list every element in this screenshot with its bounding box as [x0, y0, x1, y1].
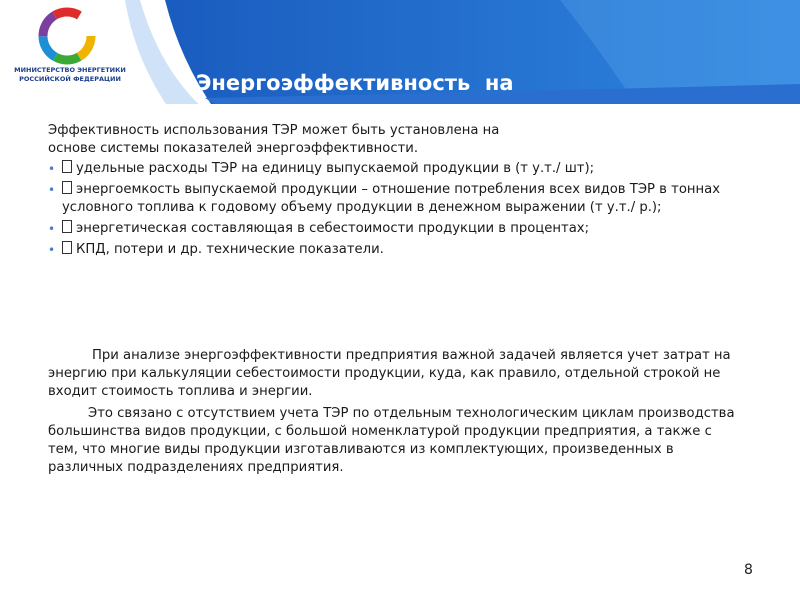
list-item-text: КПД, потери и др. технические показатели. [76, 242, 384, 257]
intro-line-2: основе системы показателей энергоэффективности. [48, 141, 419, 156]
list-item [48, 241, 732, 259]
title-clip [0, 0, 800, 93]
ministry-line-1: МИНИСТЕРСТВО ЭНЕРГЕТИКИ [14, 66, 126, 74]
intro-line-1: Эффективность использования ТЭР может быть установлена на [48, 123, 500, 138]
analysis-paragraph [48, 347, 738, 401]
checkbox-glyph-icon [62, 241, 72, 254]
slide-title [196, 6, 756, 93]
checkbox-glyph-icon [62, 220, 72, 233]
bullet-icon: • [48, 183, 56, 197]
ministry-line-2: РОССИЙСКОЙ ФЕДЕРАЦИИ [19, 74, 121, 83]
list-item-text: энергоемкость выпускаемой продукции – отношение потребления всех видов ТЭР в тоннах условного топлива к годовому объему продукции в денежном выражении (т у.т./ р.); [62, 182, 721, 215]
list-item [48, 160, 732, 178]
bullet-icon: • [48, 222, 56, 236]
indicator-list [48, 160, 748, 259]
list-item [48, 181, 732, 217]
list-item [48, 220, 732, 238]
slide-content [48, 122, 748, 262]
title-line-1: Энергоэффективность на [196, 71, 514, 93]
list-item-text: энергетическая составляющая в себестоимости продукции в процентах; [76, 221, 590, 236]
bullet-icon: • [48, 162, 56, 176]
reason-paragraph-text: Это связано с отсутствием учета ТЭР по отдельным технологическим циклам производства большинства видов продукции, с большой номенклатурой продукции предприятия, а также с тем, что многие виды продукции изготавливаются из комплектующих, произведенных в различных подразделениях предприятия. [48, 406, 735, 476]
analysis-paragraph-text: При анализе энергоэффективности предприятия важной задачей является учет затрат на энергию при калькуляции себестоимости продукции, куда, как правило, отдельной строкой не входит стоимость топлива и энергии. [48, 348, 731, 400]
checkbox-glyph-icon [62, 181, 72, 194]
list-item-text: удельные расходы ТЭР на единицу выпускаемой продукции в (т у.т./ шт); [76, 161, 595, 176]
page-number: 8 [744, 562, 753, 578]
checkbox-glyph-icon [62, 160, 72, 173]
bullet-icon: • [48, 243, 56, 257]
reason-paragraph [48, 405, 738, 477]
slide-header [0, 0, 800, 110]
